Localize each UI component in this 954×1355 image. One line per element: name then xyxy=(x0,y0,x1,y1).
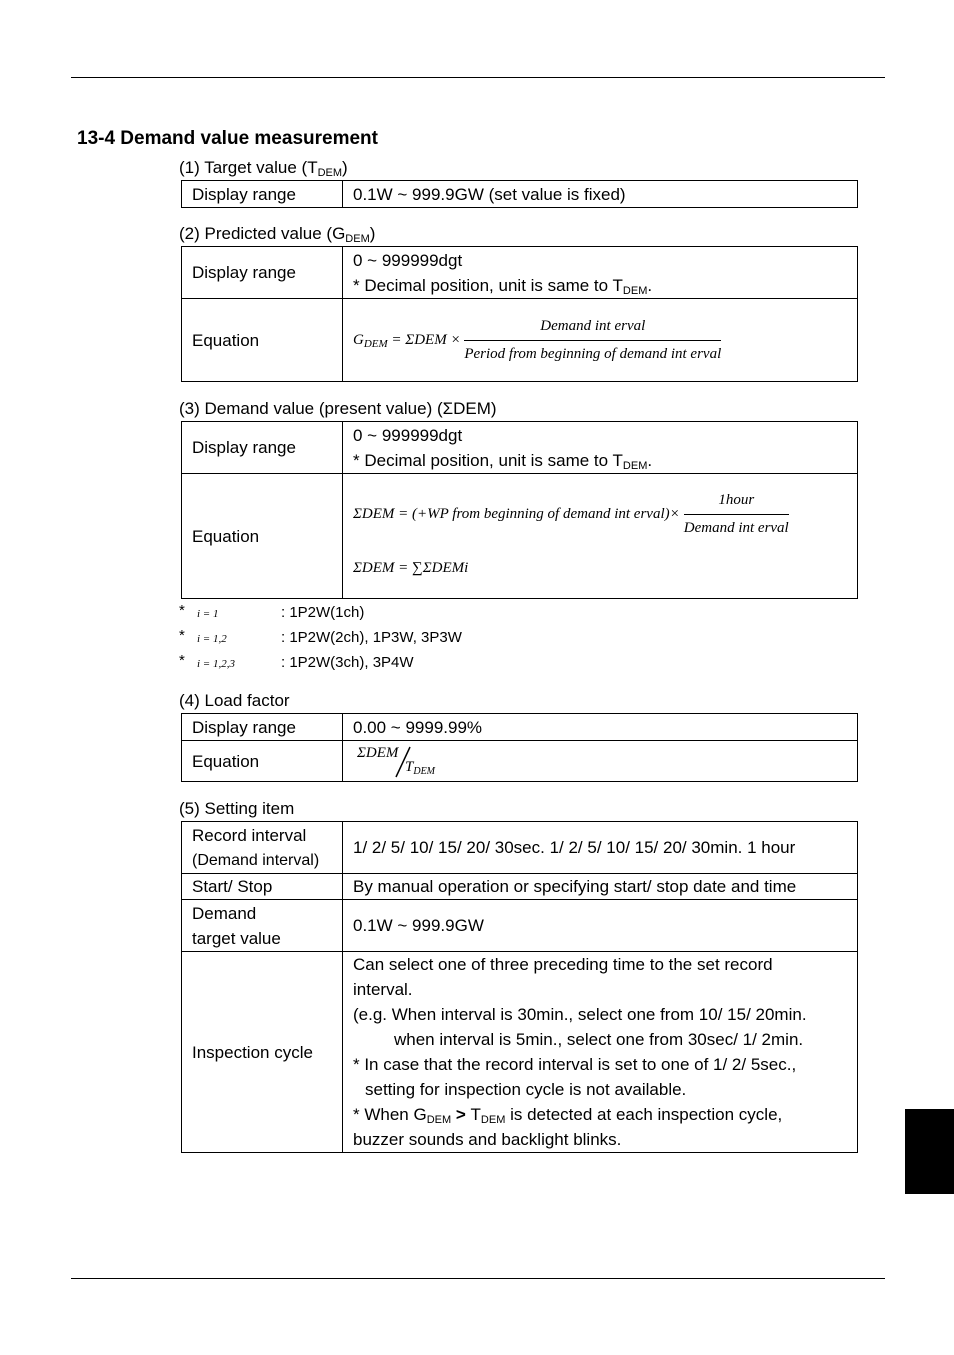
equation-label: Equation xyxy=(182,741,343,782)
table-row xyxy=(182,247,858,299)
sum-equation: ΣDEM = ∑ΣDEMi xyxy=(353,560,469,576)
demand-value-heading: (3) Demand value (present value) (ΣDEM) xyxy=(179,399,497,418)
start-stop-value: By manual operation or specifying start/ stop date and time xyxy=(343,874,858,900)
table-row xyxy=(182,741,858,782)
demand-value-table xyxy=(181,421,858,599)
equation-fraction: $\frac{\text{Demand int erval}}{\text{Period from beginning of demand int erval}}$ xyxy=(464,314,721,367)
bottom-rule xyxy=(71,1278,885,1279)
display-range-value: 0 ~ 999999dgt * Decimal position, unit is same to $T_{DEM}$. xyxy=(343,247,858,299)
table-row xyxy=(182,952,858,1153)
predicted-value-heading: (2) Predicted value $(G_{DEM})$ xyxy=(179,224,376,245)
equation-label: Equation xyxy=(182,474,343,599)
record-interval-value: 1/ 2/ 5/ 10/ 15/ 20/ 30sec. 1/ 2/ 5/ 10/ 15/ 20/ 30min. 1 hour xyxy=(343,822,858,874)
target-value-table xyxy=(181,180,858,208)
table-row xyxy=(182,474,858,599)
table-row xyxy=(182,714,858,741)
chapter-tab xyxy=(905,1109,954,1194)
display-range-value: 0 ~ 999999dgt * Decimal position, unit is same to $T_{DEM}$. xyxy=(343,422,858,474)
equation-label: Equation xyxy=(182,299,343,382)
setting-item-heading: (5) Setting item xyxy=(179,799,295,818)
table-row xyxy=(182,299,858,382)
display-range-value: 0.1W ~ 999.9GW (set value is fixed) xyxy=(343,181,858,208)
table-row xyxy=(182,822,858,874)
demand-equation: ΣDEM = (+WP from beginning of demand int erval)× $\frac{\text{1hour}}{\text{Demand int erval}}$ ΣDEM = ∑ΣDEMi xyxy=(343,474,858,599)
record-interval-label: Record interval (Demand interval) xyxy=(182,822,343,874)
display-range-label: Display range xyxy=(182,422,343,474)
demand-target-label: Demand target value xyxy=(182,900,343,952)
display-range-value: 0.00 ~ 9999.99% xyxy=(343,714,858,741)
load-factor-heading: (4) Load factor xyxy=(179,691,290,710)
demand-target-value: 0.1W ~ 999.9GW xyxy=(343,900,858,952)
load-factor-equation: ΣDEM $T_{DEM}$ xyxy=(343,741,858,782)
predicted-value-table xyxy=(181,246,858,382)
display-range-label: Display range xyxy=(182,247,343,299)
display-range-label: Display range xyxy=(182,181,343,208)
load-factor-table xyxy=(181,713,858,782)
table-row xyxy=(182,181,858,208)
target-value-heading: (1) Target value $(T_{DEM})$ xyxy=(179,158,348,179)
display-range-label: Display range xyxy=(182,714,343,741)
inspection-cycle-value: Can select one of three preceding time to the set record interval. (e.g. When interval is 30min., select one from 10/ 15/ 20min. when interval is 5min., select one from 30sec/ 1/ 2min. * In case that the record interval is set to one of 1/ 2/ 5sec., setting for inspection cycle is not available. * When $G_{DEM} > T_{DEM}$ is detected at each inspection cycle, buzzer sounds and backlight blinks. xyxy=(343,952,858,1153)
predicted-equation: $G_{DEM} = \Sigma DEM$ × $\frac{\text{Demand int erval}}{\text{Period from beginning of demand int erval}}$ xyxy=(343,299,858,382)
section-title: 13-4 Demand value measurement xyxy=(77,128,378,149)
table-row xyxy=(182,422,858,474)
table-row xyxy=(182,874,858,900)
table-row xyxy=(182,900,858,952)
equation-fraction: $\frac{\text{1hour}}{\text{Demand int erval}}$ xyxy=(684,488,789,541)
setting-item-table xyxy=(181,821,858,1153)
top-rule xyxy=(71,77,885,78)
start-stop-label: Start/ Stop xyxy=(182,874,343,900)
inspection-cycle-label: Inspection cycle xyxy=(182,952,343,1153)
